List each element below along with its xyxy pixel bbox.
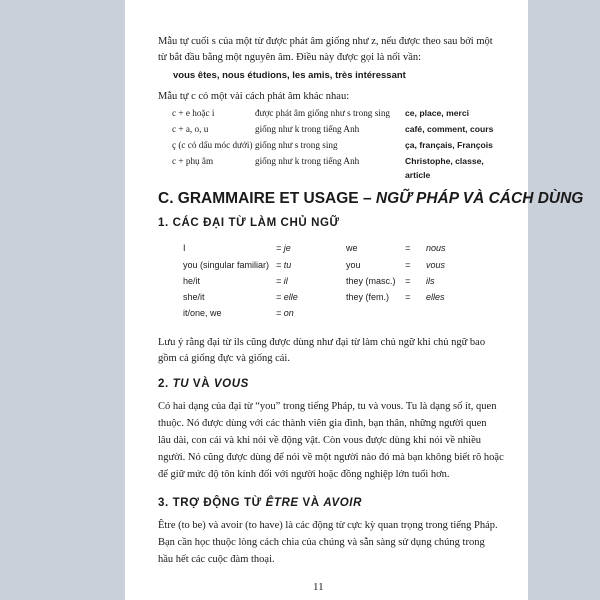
page-number: 11 xyxy=(313,581,324,593)
pronoun-en-plural-3: they (masc.) xyxy=(346,276,396,286)
c-rule-3: ç (c có dấu móc dưới) xyxy=(172,140,253,150)
pronoun-eq-plural-3: = xyxy=(405,276,411,286)
c-desc-2: giống như k trong tiếng Anh xyxy=(255,124,360,134)
tu-vous-line-4: người. Nó cũng được dùng để nói về một người nào đó mà bạn không biết rõ hoặc xyxy=(158,452,504,463)
c-rule-1: c + e hoặc i xyxy=(172,108,215,118)
pronoun-en-1: I xyxy=(183,243,186,253)
subsection-2-num: 2. xyxy=(158,378,173,390)
pronoun-eq-plural-4: = xyxy=(405,292,411,302)
intro-line-1: Mẫu tự cuối s của một từ được phát âm giống như z, nếu được theo sau bởi một xyxy=(158,36,493,47)
c-desc-3: giống như s trong sing xyxy=(255,140,338,150)
liaison-examples: vous êtes, nous étudions, les amis, très intéressant xyxy=(173,70,406,81)
subsection-3-and: VÀ xyxy=(298,497,324,509)
book-page xyxy=(125,0,584,600)
pronoun-fr-1: = je xyxy=(276,243,291,253)
c-desc-4: giống như k trong tiếng Anh xyxy=(255,156,360,166)
subsection-3-etre: ÊTRE xyxy=(265,497,299,509)
pronoun-en-plural-2: you xyxy=(346,260,361,270)
etre-line-3: hầu hết các cuộc đàm thoại. xyxy=(158,554,275,565)
subsection-3-avoir: AVOIR xyxy=(323,497,362,509)
c-examples-1: ce, place, merci xyxy=(405,108,470,118)
pronoun-eq-plural-2: = xyxy=(405,260,411,270)
section-c-heading xyxy=(158,190,583,208)
tu-vous-line-3: lâu dài, con cái và khi nói về động vật. Còn vous được dùng khi nói về nhiều xyxy=(158,435,481,446)
pronoun-en-4: she/it xyxy=(183,292,205,302)
pronoun-en-plural-4: they (fem.) xyxy=(346,292,390,302)
pronoun-fr-plural-2: vous xyxy=(426,260,446,270)
subsection-2-tu: TU xyxy=(172,378,190,390)
section-c-prefix: C. GRAMMAIRE ET USAGE – xyxy=(158,190,376,207)
pronoun-en-plural-1: we xyxy=(346,243,358,253)
etre-line-1: Être (to be) và avoir (to have) là các động từ cực kỳ quan trọng trong tiếng Pháp. xyxy=(158,520,498,531)
subsection-2-and: VÀ xyxy=(189,378,214,390)
pronoun-fr-3: = il xyxy=(276,276,288,286)
c-desc-1: được phát âm giống như s trong sing xyxy=(255,108,391,118)
c-rule-2: c + a, o, u xyxy=(172,124,209,134)
subsection-2-title xyxy=(158,378,249,390)
ils-note-line-2: gồm cả giống đực và giống cái. xyxy=(158,353,290,364)
pronoun-fr-5: = on xyxy=(276,308,294,318)
subsection-2-vous: VOUS xyxy=(213,378,249,390)
subsection-3-title xyxy=(158,497,362,509)
c-rule-4: c + phụ âm xyxy=(172,156,214,166)
pronoun-eq-plural-1: = xyxy=(405,243,411,253)
pronoun-fr-plural-1: nous xyxy=(426,243,446,253)
pronoun-en-3: he/it xyxy=(183,276,201,286)
subsection-3-num: 3. TRỢ ĐỘNG TỪ xyxy=(158,497,266,509)
pronoun-fr-plural-3: ils xyxy=(426,276,435,286)
ils-note-line-1: Lưu ý rằng đại từ ils cũng được dùng như đại từ làm chủ ngữ khi chủ ngữ bao xyxy=(158,337,486,348)
c-examples-2: café, comment, cours xyxy=(405,124,494,134)
pronoun-fr-plural-4: elles xyxy=(426,292,445,302)
pronoun-fr-2: = tu xyxy=(276,260,292,270)
c-examples-4: Christophe, classe, xyxy=(405,156,484,166)
pronoun-en-2: you (singular familiar) xyxy=(183,260,270,270)
tu-vous-line-1: Có hai dạng của đại từ “you” trong tiếng Pháp, tu và vous. Tu là dạng số ít, quen xyxy=(158,401,497,412)
tu-vous-line-2: thuộc. Nó được dùng với các thành viên gia đình, bạn thân, những người quen xyxy=(158,418,487,429)
subsection-1-title: 1. CÁC ĐẠI TỪ LÀM CHỦ NGỮ xyxy=(158,217,340,229)
etre-line-2: Bạn cần học thuộc lòng cách chia của chúng và sẵn sàng sử dụng chúng trong xyxy=(158,537,485,548)
tu-vous-line-5: để giữ mức độ tôn kính đối với người hoặc đồng nghiệp lớn tuổi hơn. xyxy=(158,469,450,480)
section-c-italic: NGỮ PHÁP VÀ CÁCH DÙNG xyxy=(375,190,584,207)
c-intro: Mẫu tự c có một vài cách phát âm khác nhau: xyxy=(158,91,350,102)
pronoun-fr-4: = elle xyxy=(276,292,298,302)
pronoun-en-5: it/one, we xyxy=(183,308,222,318)
c-examples-3: ça, français, François xyxy=(405,140,493,150)
c-examples-4-cont: article xyxy=(405,170,431,180)
intro-line-2: từ bắt đầu bằng một nguyên âm. Điều này được gọi là nối vần: xyxy=(158,52,422,63)
